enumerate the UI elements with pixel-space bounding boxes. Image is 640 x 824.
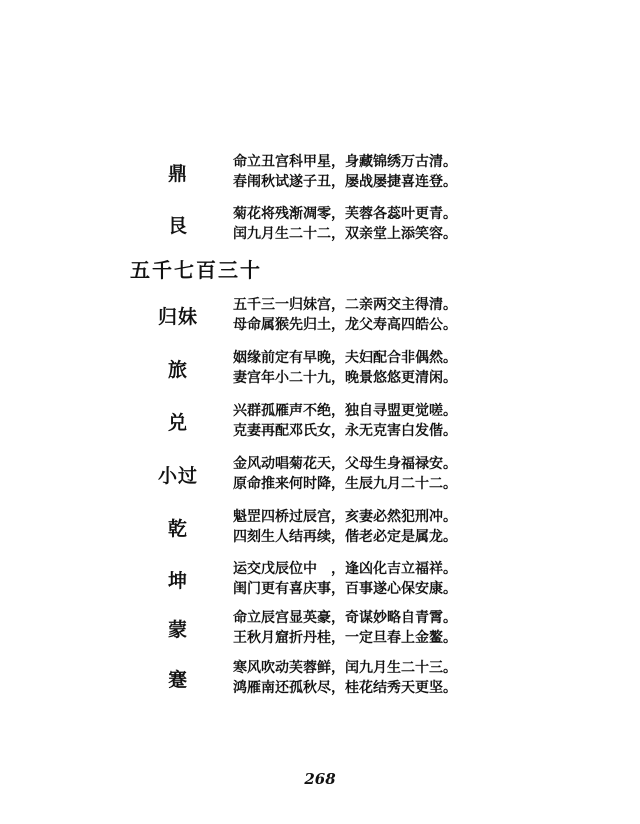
verse-entry (0, 606, 640, 650)
verse-entry (0, 202, 640, 246)
verse-entry (0, 557, 640, 601)
verse-line: 鸿雁南还孤秋尽，桂花结秀天更坚。 (233, 680, 457, 696)
verse-line: 克妻再配邓氏女，永无克害白发偕。 (233, 423, 457, 439)
hexagram-name: 蒙 (167, 618, 188, 641)
verse-line: 姻缘前定有早晚，夫妇配合非偶然。 (233, 350, 457, 366)
verse-line: 四刻生人结再续，偕老必定是属龙。 (233, 529, 457, 545)
verse-line: 命立辰宫显英豪，奇谋妙略自青霄。 (233, 610, 457, 626)
verse-entry (0, 505, 640, 549)
verse-line: 命立丑宫科甲星，身藏锦绣万古清。 (233, 154, 457, 170)
verse-line: 春闱秋试遂子丑，屡战屡捷喜连登。 (233, 174, 457, 190)
verse-line: 母命属猴先归土，龙父寿高四皓公。 (233, 317, 457, 333)
verse-line: 闺门更有喜庆事，百事遂心保安康。 (233, 581, 457, 597)
verse-text (233, 295, 633, 335)
hexagram-name: 蹇 (167, 668, 188, 691)
verse-line: 兴群孤雁声不绝，独自寻盟更觉嗟。 (233, 403, 457, 419)
verse-text (233, 348, 633, 388)
page-number: 268 (304, 770, 336, 788)
verse-text (233, 608, 633, 648)
verse-entry (0, 656, 640, 700)
verse-line: 原命推来何时降，生辰九月二十二。 (233, 476, 457, 492)
hexagram-name: 鼎 (167, 162, 188, 185)
verse-line: 运交戊辰位中 ，逢凶化吉立福祥。 (233, 561, 457, 577)
verse-entry (0, 293, 640, 337)
verse-text (233, 507, 633, 547)
hexagram-name: 归妹 (157, 305, 198, 328)
hexagram-name: 坤 (167, 569, 188, 592)
verse-line: 王秋月窟折丹桂，一定旦春上金鳌。 (233, 630, 457, 646)
hexagram-name: 乾 (167, 517, 188, 540)
verse-line: 金风动唱菊花天，父母生身福禄安。 (233, 456, 457, 472)
verse-line: 菊花将残渐凋零，芙蓉各蕊叶更青。 (233, 206, 457, 222)
verse-text (233, 454, 633, 494)
verse-text (233, 204, 633, 244)
verse-text (233, 559, 633, 599)
verse-line: 闰九月生二十二，双亲堂上添笑容。 (233, 226, 457, 242)
verse-line: 妻宫年小二十九，晚景悠悠更清闲。 (233, 370, 457, 386)
section-heading: 五千七百三十 (130, 258, 262, 282)
verse-line: 魁罡四桥过辰宫，亥妻必然犯刑冲。 (233, 509, 457, 525)
verse-text (233, 658, 633, 698)
verse-line: 五千三一归妹宫，二亲两交主得清。 (233, 297, 457, 313)
hexagram-name: 旅 (167, 358, 188, 381)
verse-entry (0, 452, 640, 496)
verse-entry (0, 399, 640, 443)
verse-entry (0, 346, 640, 390)
verse-entry (0, 150, 640, 194)
verse-text (233, 401, 633, 441)
hexagram-name: 兑 (167, 411, 188, 434)
verse-line: 寒风吹动芙蓉鲜，闰九月生二十三。 (233, 660, 457, 676)
verse-text (233, 152, 633, 192)
hexagram-name: 艮 (167, 214, 188, 237)
hexagram-name: 小过 (157, 464, 198, 487)
